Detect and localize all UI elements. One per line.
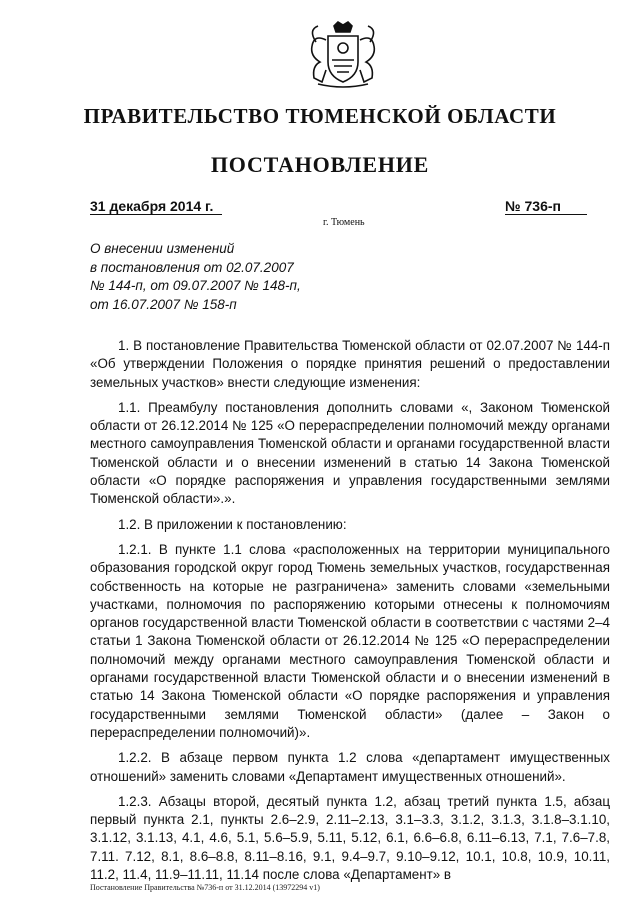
subject-line: О внесении изменений	[90, 241, 235, 256]
document-subject	[90, 240, 350, 314]
subject-line: № 144-п, от 09.07.2007 № 148-п,	[90, 278, 301, 294]
body-paragraph: 1.2. В приложении к постановлению:	[118, 516, 347, 532]
document-footer: Постановление Правительства №736-п от 31.12.2014 (13972294 v1)	[90, 883, 320, 892]
document-number: № 736-п	[505, 198, 587, 215]
body-paragraph: 1. В постановление Правительства Тюменской области от 02.07.2007 № 144-п «Об утверждении Положения о порядке принятия решений о предоставлении земельных участков» внести следующие изменения:	[90, 338, 610, 390]
body-paragraph: 1.1. Преамбулу постановления дополнить словами «, Законом Тюменской области от 26.12.2014 № 125 «О перераспределении полномочий между органами местного самоуправления Тюменской области и органами государственной власти Тюменской области и о внесении изменений в статью 14 Закона Тюменской области «О порядке распоряжения и управления государственными землями Тюменской области».».	[90, 399, 610, 507]
document-date: 31 декабря 2014 г.	[90, 198, 222, 215]
document-type: ПОСТАНОВЛЕНИЕ	[210, 152, 430, 177]
government-title: ПРАВИТЕЛЬСТВО ТЮМЕНСКОЙ ОБЛАСТИ	[83, 104, 557, 128]
body-paragraph: 1.2.1. В пункте 1.1 слова «расположенных на территории муниципального образования городской округ город Тюмень земельных участков, государственная собственность на которые не разграничена» заменить словами «земельными участками, полномочия по распоряжению которыми отнесены к полномочиям органов государственной власти Тюменской области в соответствии с частями 2–4 статьи 1 Закона Тюменской области от 26.12.2014 № 125 «О перераспределении полномочий между органами местного самоуправления Тюменской области и органами государственной власти Тюменской области и о внесении изменений в статью 14 Закона Тюменской области «О порядке распоряжения и управления государственными землями Тюменской области» (далее – Закон о перераспределении полномочий)».	[90, 541, 610, 740]
subject-line: в постановления от 02.07.2007	[90, 259, 294, 275]
document-body	[90, 337, 610, 891]
subject-line: от 16.07.2007 № 158-п	[90, 296, 237, 312]
body-paragraph: 1.2.3. Абзацы второй, десятый пункта 1.2, абзац третий пункта 1.5, абзац первый пункта 2.1, пункты 2.6–2.9, 2.11–2.13, 3.1–3.3, 3.1.2, 3.1.3, 3.1.8–3.1.10, 3.1.12, 3.1.13, 4.1, 4.6, 5.1, 5.6–5.9, 5.11, 5.12, 6.1, 6.6–6.8, 6.11–6.13, 7.1, 7.6–7.8, 7.11. 7.12, 8.1, 8.6–8.8, 8.11–8.16, 9.1, 9.4–9.7, 9.10–9.12, 10.1, 10.8, 10.9, 10.11, 11.2, 11.4, 11.9–11.11, 11.14 после слова «Департамент» в	[90, 793, 610, 883]
document-city: г. Тюмень	[323, 217, 365, 228]
body-paragraph: 1.2.2. В абзаце первом пункта 1.2 слова «департамент имущественных отношений» заменить словами «Департамент имущественных отношений».	[90, 750, 610, 784]
coat-of-arms-icon	[298, 20, 388, 90]
